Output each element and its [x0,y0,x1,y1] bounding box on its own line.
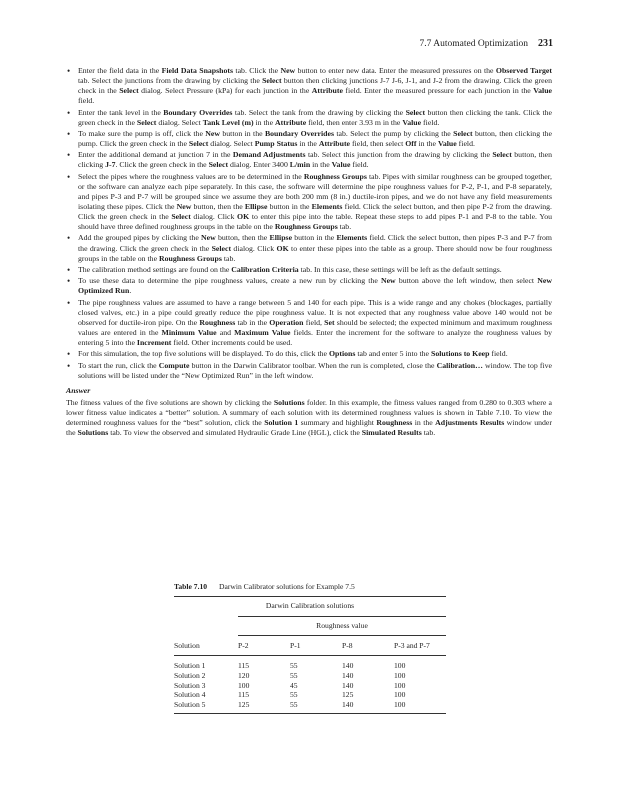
instruction-item: • Enter the field data in the Field Data Snapshots tab. Click the New button to enter new data. Enter the measured pressures on the Observed Target tab. Select the junctions from the drawing by clicking the Select button then clicking junctions J-7 J-6, J-1, and J-2 from the drawing. Click the green check in the Select dialog. Select Pressure (kPa) for each junction in the Attribute field. Enter the measured pressure for each junction in the Value field. [66,66,552,106]
table-row [174,671,446,681]
table-cell: 100 [394,670,406,680]
table-row [174,656,446,671]
table-cell: 55 [290,700,298,710]
table-cell: 100 [238,680,250,690]
column-header: P-3 and P-7 [394,641,430,650]
instruction-item: • The pipe roughness values are assumed to have a range between 5 and 140 for each pipe. This is a wide range and any chokes (blockages, partially closed valves, etc.) in a pipe could greatly reduce the pipe roughness value. It is not expected that any roughness value above 140 would not be observed for ductile-iron pipe. On the Roughness tab in the Operation field, Set should be selected; the expected minimum and maximum roughness values are entered in the Minimum Value and Maximum Value fields. Enter the increment for the software to analyze the roughness values by entering 5 into the Increment field. Other increments could be used. [66,298,552,348]
table-sub-header: Roughness value [238,616,446,635]
solutions-table [174,636,446,655]
table-cell: 120 [238,670,250,680]
instruction-item: • The calibration method settings are found on the Calibration Criteria tab. In this case, these settings will be left as the default settings. [66,265,552,275]
solutions-table-body [174,656,446,713]
instruction-item: • Enter the tank level in the Boundary Overrides tab. Select the tank from the drawing by clicking the Select button then clicking the tank. Click the green check in the Select dialog. Select Tank Level (m) in the Attribute field, then enter 3.93 m in the Value field. [66,108,552,128]
table-cell: 55 [290,661,298,670]
table-cell: 140 [342,661,354,670]
page-number: 231 [538,38,553,49]
table-cell: Solution 4 [174,690,206,700]
column-header: P-8 [342,641,353,650]
instruction-item: • For this simulation, the top five solutions will be displayed. To do this, click the Options tab and enter 5 into the Solutions to Keep field. [66,349,552,359]
table-cell: 115 [238,661,250,670]
table-caption [174,582,446,591]
table-cell: 100 [394,690,406,700]
table-cell: 125 [238,700,250,710]
column-header: P-2 [238,641,249,650]
table-group-header: Darwin Calibration solutions [265,601,355,610]
table-cell: Solution 5 [174,700,206,710]
table-row [174,690,446,700]
table-number: Table 7.10 [174,582,208,591]
table-row [174,681,446,691]
table-cell: Solution 3 [174,680,206,690]
table-cell: 55 [290,690,298,700]
table-cell: 100 [394,700,406,710]
running-header [420,38,553,49]
table-header-row [174,636,446,655]
answer-paragraph: The fitness values of the five solutions are shown by clicking the Solutions folder. In this example, the fitness values ranged from 0.280 to 0.303 where a lower fitness value indicates a “better” solution. A summary of each solution with its determined roughness values is shown in Table 7.10. To view the determined roughness values for the “best” solution, click the Solution 1 summary and highlight Roughness in the Adjustments Results window under the Solutions tab. To view the observed and simulated Hydraulic Grade Line (HGL), click the Simulated Results tab. [66,397,553,438]
instruction-item: • Select the pipes where the roughness values are to be determined in the Roughness Groups tab. Pipes with similar roughness can be grouped together, or the software can analyze each pipe separately. In this case, the software will determine the pipe roughness values for P-2, P-1, and P-8 separately, and pipes P-3 and P-7 will be grouped since we assume they are both 200 mm (8 in.) ductile-iron pipes, and we do not have any field measurements isolating these pipes. Click the New button, then the Ellipse button in the Elements field. Click the select button, and then pipe P-2 from the drawing. Click the green check in the Select dialog. Click OK to enter this pipe into the table. Repeat these steps to add pipes P-1 and P-8 to the table. You should have three defined roughness groups in the table on the Roughness Groups tab. [66,172,552,233]
table-cell: 125 [342,690,354,700]
table-cell: Solution 2 [174,670,206,680]
table-caption-text: Darwin Calibrator solutions for Example 7.5 [218,582,355,591]
table-row [174,700,446,713]
table-cell: 115 [238,690,250,700]
instruction-list [66,66,552,381]
section-title: 7.7 Automated Optimization [419,39,528,49]
column-header: Solution [174,641,200,650]
instruction-item: • Add the grouped pipes by clicking the New button, then the Ellipse button in the Elements field. Click the select button, then pipes P-3 and P-7 from the drawing. Click the green check in the Select dialog. Click OK to enter these pipes into the table as a group. There should now be four roughness groups in the table on the Roughness Groups tab. [66,233,552,263]
instruction-item: • Enter the additional demand at junction 7 in the Demand Adjustments tab. Select this junction from the drawing by clicking the Select button, then clicking J-7. Click the green check in the Select dialog. Enter 3400 L/min in the Value field. [66,150,552,170]
table-cell: 140 [342,700,354,710]
table-cell: 100 [394,680,406,690]
table-cell: 55 [290,670,298,680]
table-cell: 100 [394,661,406,670]
instruction-item: • To start the run, click the Compute button in the Darwin Calibrator toolbar. When the run is completed, close the Calibration… window. The top five solutions will be listed under the “New Optimized Run” in the left window. [66,361,552,381]
answer-heading: Answer [66,385,91,395]
instruction-item: • To make sure the pump is off, click the New button in the Boundary Overrides tab. Select the pump by clicking the Select button, then clicking the pump. Click the green check in the Select dialog. Select Pump Status in the Attribute field, then select Off in the Value field. [66,129,552,149]
results-table-block [174,582,446,714]
table-cell: 45 [290,680,298,690]
table-cell: Solution 1 [174,661,206,670]
table-cell: 140 [342,670,354,680]
column-header: P-1 [290,641,301,650]
instruction-item: • To use these data to determine the pipe roughness values, create a new run by clicking the New button above the left window, then select New Optimized Run. [66,276,552,296]
main-content [66,66,552,438]
table-cell: 140 [342,680,354,690]
